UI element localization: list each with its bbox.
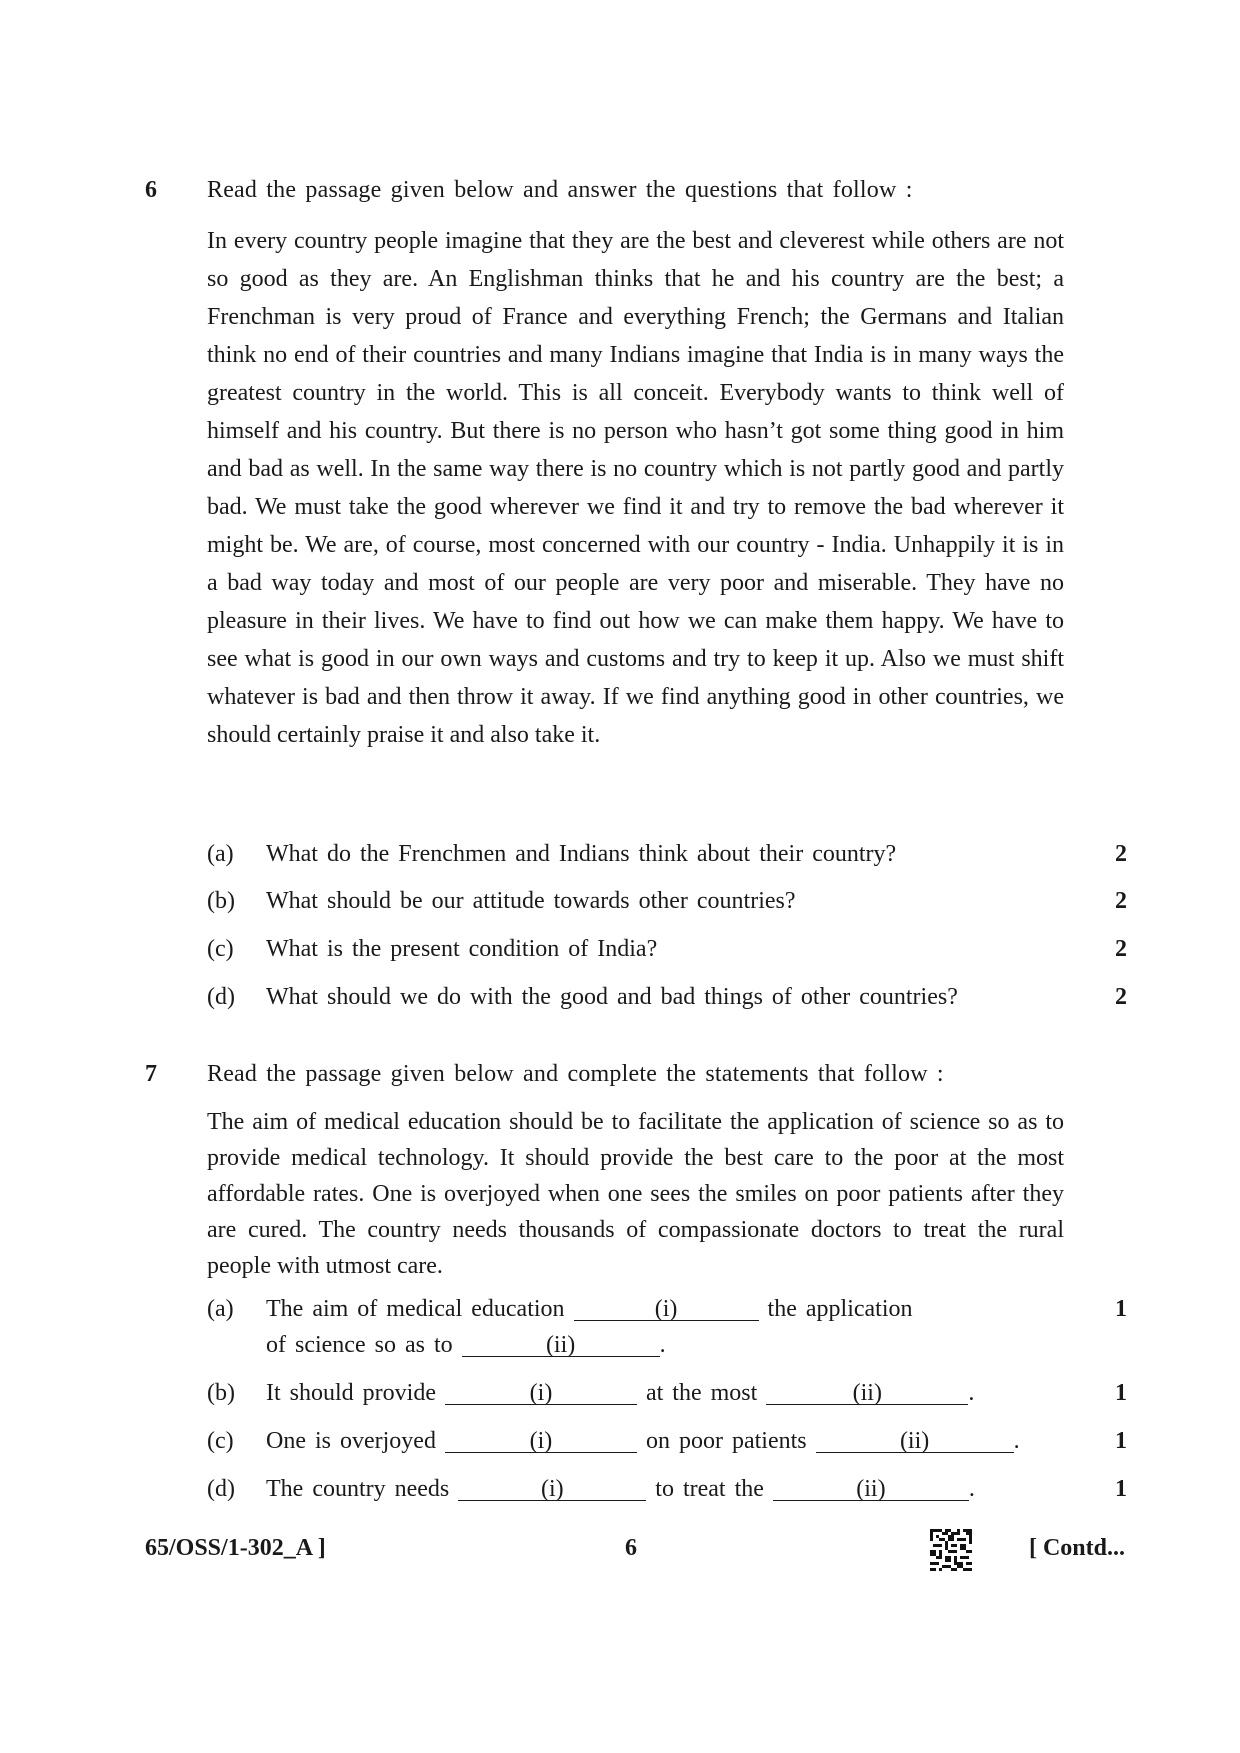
question-7c bbox=[207, 1428, 1127, 1464]
marks: 2 bbox=[1115, 841, 1127, 867]
sub-question-text bbox=[266, 1380, 974, 1407]
question-6d bbox=[207, 984, 1127, 1020]
sub-question-label: (c) bbox=[207, 936, 234, 962]
blank-ii: (ii) bbox=[816, 1430, 1014, 1453]
question-6c bbox=[207, 936, 1127, 972]
sub-question-text bbox=[266, 1428, 1020, 1455]
statement-text: It should provide bbox=[266, 1380, 436, 1406]
statement-end: . bbox=[968, 1380, 975, 1406]
statement-text: of science so as to bbox=[266, 1332, 453, 1358]
sub-question-text: What should be our attitude towards other countries? bbox=[266, 888, 796, 914]
statement-end: . bbox=[659, 1332, 666, 1358]
question-6-heading: Read the passage given below and answer the questions that follow : bbox=[207, 177, 913, 203]
qr-code-icon bbox=[930, 1529, 972, 1571]
sub-question-label: (a) bbox=[207, 841, 234, 867]
sub-question-line-2 bbox=[266, 1332, 666, 1359]
marks: 1 bbox=[1115, 1428, 1127, 1454]
blank-ii: (ii) bbox=[773, 1478, 969, 1501]
passage-text: The aim of medical education should be to facilitate the application of science so as to provide medical technology. It should provide the best care to the poor at the most affordable rates. One is overjoyed when one sees the smiles on poor patients after they are cured. The country needs thousands of compassionate doctors to treat the rural people with utmost care. bbox=[207, 1109, 1064, 1279]
statement-text: on poor patients bbox=[645, 1428, 807, 1454]
question-7-passage bbox=[207, 1104, 1064, 1284]
statement-text: at the most bbox=[645, 1380, 758, 1406]
question-7-number: 7 bbox=[145, 1061, 157, 1087]
sub-question-label: (d) bbox=[207, 1476, 235, 1502]
question-7a bbox=[207, 1296, 1127, 1370]
page-number: 6 bbox=[625, 1535, 637, 1561]
question-6-passage bbox=[207, 222, 1064, 754]
sub-question-text bbox=[266, 1476, 975, 1503]
sub-question-label: (c) bbox=[207, 1428, 234, 1454]
question-6-number: 6 bbox=[145, 177, 157, 203]
statement-text: to treat the bbox=[655, 1476, 764, 1502]
blank-i: (i) bbox=[445, 1430, 637, 1453]
blank-ii: (ii) bbox=[462, 1334, 660, 1357]
blank-i: (i) bbox=[445, 1382, 637, 1405]
question-7b bbox=[207, 1380, 1127, 1416]
blank-i: (i) bbox=[574, 1298, 759, 1321]
marks: 2 bbox=[1115, 888, 1127, 914]
statement-end: . bbox=[968, 1476, 975, 1502]
continued-label: [ Contd... bbox=[1028, 1535, 1125, 1561]
sub-question-text: What do the Frenchmen and Indians think about their country? bbox=[266, 841, 897, 867]
sub-question-label: (b) bbox=[207, 1380, 235, 1406]
question-6b bbox=[207, 888, 1127, 924]
marks: 1 bbox=[1115, 1476, 1127, 1502]
sub-question-label: (b) bbox=[207, 888, 235, 914]
blank-i: (i) bbox=[458, 1478, 646, 1501]
question-6a bbox=[207, 841, 1127, 877]
question-7d bbox=[207, 1476, 1127, 1512]
page-footer bbox=[145, 1535, 1125, 1575]
statement-text: The aim of medical education bbox=[266, 1296, 565, 1322]
sub-question-line-1 bbox=[266, 1296, 913, 1323]
sub-question-text: What should we do with the good and bad things of other countries? bbox=[266, 984, 958, 1010]
statement-text: One is overjoyed bbox=[266, 1428, 436, 1454]
question-7-heading: Read the passage given below and complete the statements that follow : bbox=[207, 1061, 944, 1087]
marks: 2 bbox=[1115, 936, 1127, 962]
sub-question-text: What is the present condition of India? bbox=[266, 936, 658, 962]
sub-question-label: (d) bbox=[207, 984, 235, 1010]
statement-text: the application bbox=[767, 1296, 913, 1322]
paper-code: 65/OSS/1-302_A ] bbox=[145, 1535, 326, 1561]
marks: 1 bbox=[1115, 1380, 1127, 1406]
passage-text: In every country people imagine that they are the best and cleverest while others are not so good as they are. An Englishman thinks that he and his country are the best; a Frenchman is very proud of France and everything French; the Germans and Italian think no end of their countries and many Indians imagine that India is in many ways the greatest country in the world. This is all conceit. Everybody wants to think well of himself and his country. But there is no person who hasn’t got some thing good in him and bad as well. In the same way there is no country which is not partly good and partly bad. We must take the good wherever we find it and try to remove the bad wherever it might be. We are, of course, most concerned with our country - India. Unhappily it is in a bad way today and most of our people are very poor and miserable. They have no pleasure in their lives. We have to find out how we can make them happy. We have to see what is good in our own ways and customs and try to keep it up. Also we must shift whatever is bad and then throw it away. If we find anything good in other countries, we should certainly praise it and also take it. bbox=[207, 228, 1064, 748]
statement-text: The country needs bbox=[266, 1476, 450, 1502]
statement-end: . bbox=[1013, 1428, 1020, 1454]
sub-question-label: (a) bbox=[207, 1296, 234, 1322]
blank-ii: (ii) bbox=[766, 1382, 968, 1405]
marks: 2 bbox=[1115, 984, 1127, 1010]
marks: 1 bbox=[1115, 1296, 1127, 1322]
